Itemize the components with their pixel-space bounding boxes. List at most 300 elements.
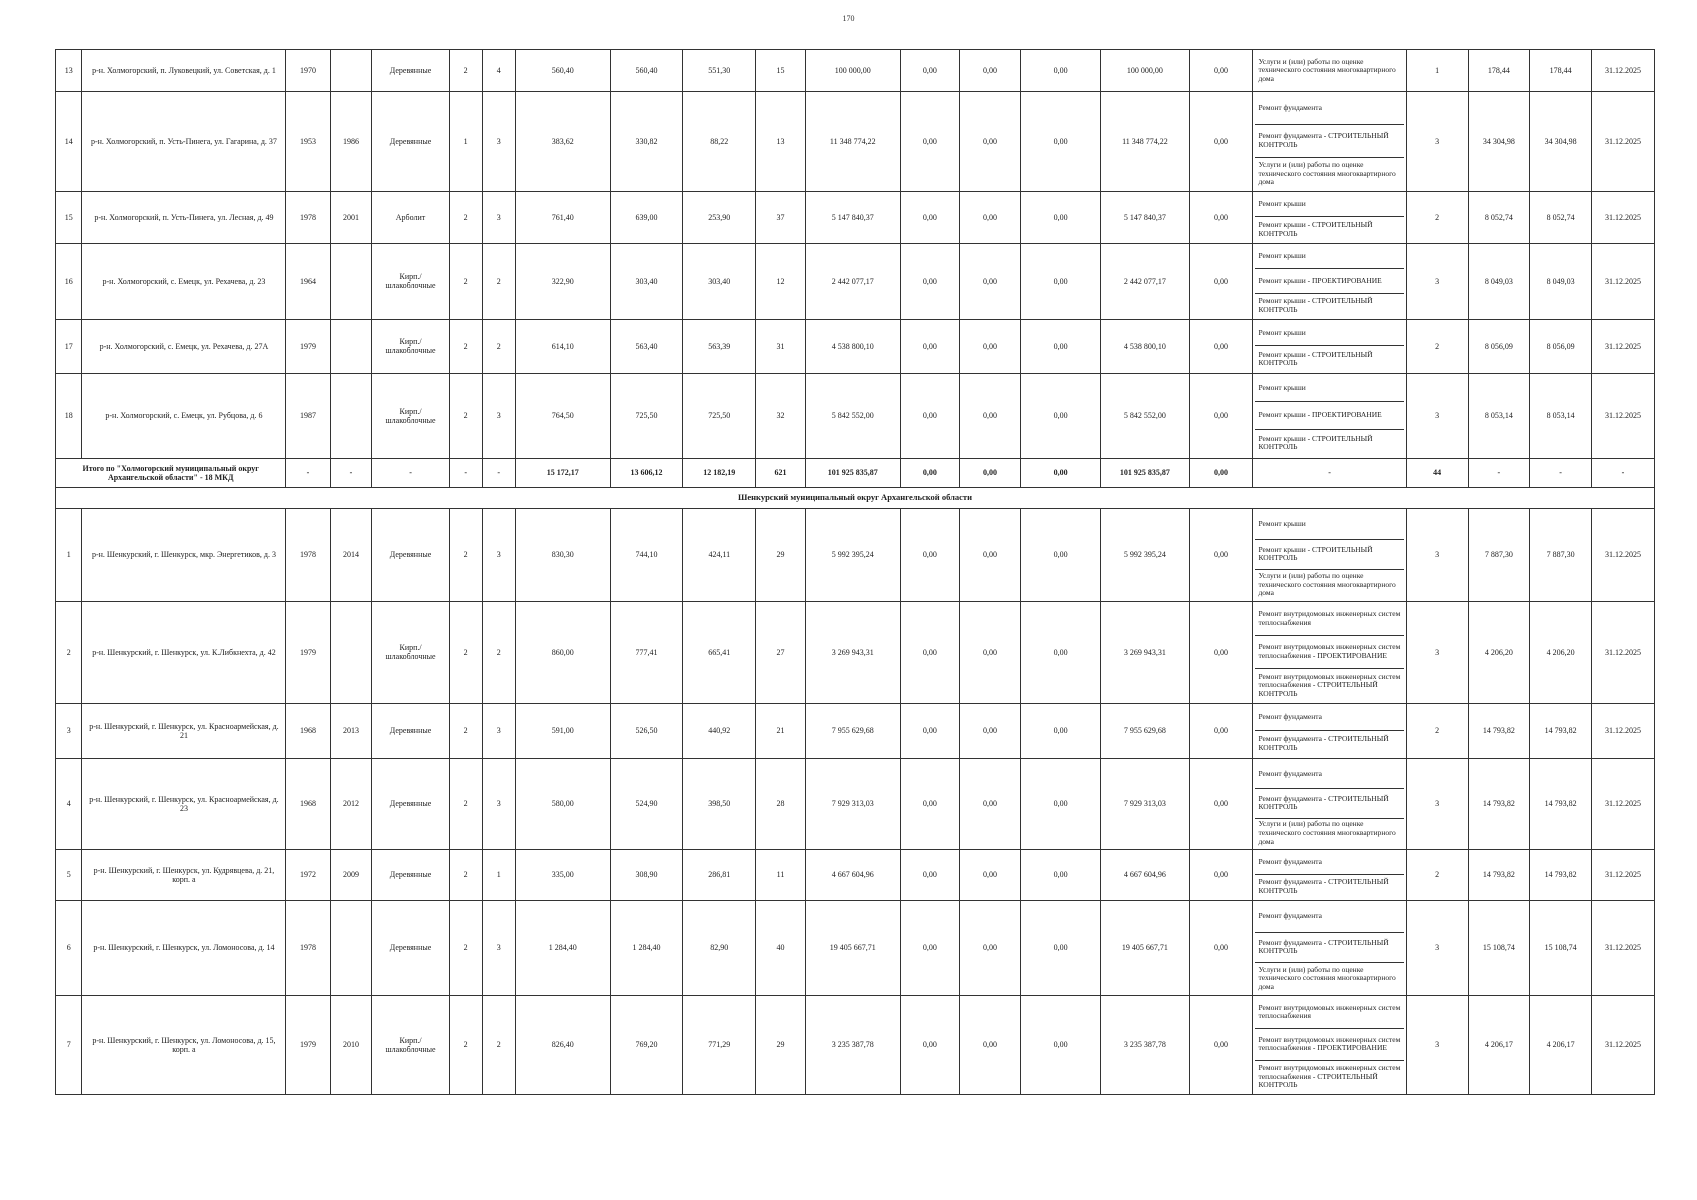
cost-municipal: 0,00: [1020, 243, 1101, 319]
area-total: 764,50: [515, 373, 610, 458]
work-item: Ремонт фундамента - СТРОИТЕЛЬНЫЙ КОНТРОЛЬ: [1258, 877, 1389, 895]
work-item: Ремонт крыши - СТРОИТЕЛЬНЫЙ КОНТРОЛЬ: [1255, 540, 1403, 570]
cost-region: 0,00: [960, 92, 1021, 192]
wall-material: Кирп./ шлакоблочные: [372, 319, 449, 373]
work-item: Услуги и (или) работы по оценке технического состояния многоквартирного дома: [1258, 571, 1396, 598]
works-list: [1253, 191, 1406, 243]
year-built: 1978: [286, 191, 330, 243]
address-cell: р-н. Холмогорский, п. Усть-Пинега, ул. Лесная, д. 49: [82, 191, 286, 243]
table-row: [56, 191, 1655, 243]
cost-total: 7 955 629,68: [805, 703, 900, 758]
unit-cost-limit: 8 053,14: [1530, 373, 1592, 458]
unit-cost-dash: -: [1468, 458, 1530, 487]
table-row: [56, 995, 1655, 1094]
total-area-total: 15 172,17: [515, 458, 610, 487]
area-living: 526,50: [610, 703, 683, 758]
floors-count: 2: [449, 758, 482, 849]
wall-material: Деревянные: [372, 50, 449, 92]
cost-total: 7 929 313,03: [805, 758, 900, 849]
deadline-date: 31.12.2025: [1592, 601, 1655, 703]
row-number: 2: [56, 601, 82, 703]
cost-fund: 0,00: [900, 508, 960, 601]
address-cell: р-н. Шенкурский, г. Шенкурск, ул. Кудрявцева, д. 21, корп. а: [82, 849, 286, 900]
row-number: 1: [56, 508, 82, 601]
unit-cost-limit: 14 793,82: [1530, 849, 1592, 900]
works-list: [1253, 703, 1406, 758]
year-built: 1968: [286, 703, 330, 758]
work-item: Ремонт фундамента: [1255, 851, 1403, 875]
works-list: [1253, 50, 1406, 92]
work-item: Услуги и (или) работы по оценке технического состояния многоквартирного дома: [1258, 819, 1396, 846]
area-total: 614,10: [515, 319, 610, 373]
cost-region: 0,00: [960, 50, 1021, 92]
works-list: [1253, 900, 1406, 995]
cost-fund: 0,00: [900, 995, 960, 1094]
section-title: Шенкурский муниципальный округ Архангельской области: [56, 487, 1655, 508]
cost-fund: 0,00: [900, 243, 960, 319]
cost-municipal: 0,00: [1020, 319, 1101, 373]
table-row: [56, 92, 1655, 192]
area-living: 524,90: [610, 758, 683, 849]
entrances-count: 3: [482, 703, 515, 758]
residents-count: 28: [756, 758, 806, 849]
area-total: 761,40: [515, 191, 610, 243]
cost-fund: 0,00: [900, 849, 960, 900]
work-item: Ремонт крыши: [1255, 193, 1403, 218]
unit-limit-dash: -: [1530, 458, 1592, 487]
wall-material: Деревянные: [372, 508, 449, 601]
work-item: Услуги и (или) работы по оценке технического состояния многоквартирного дома: [1258, 159, 1396, 187]
entrances-count: 2: [482, 319, 515, 373]
cost-region: 0,00: [960, 758, 1021, 849]
area-total: 580,00: [515, 758, 610, 849]
unit-cost: 8 052,74: [1468, 191, 1530, 243]
year-built: 1978: [286, 900, 330, 995]
address-cell: р-н. Холмогорский, с. Емецк, ул. Рубцова, д. 6: [82, 373, 286, 458]
unit-cost: 7 887,30: [1468, 508, 1530, 601]
area-total: 826,40: [515, 995, 610, 1094]
cost-fund: 0,00: [900, 601, 960, 703]
deadline-date: 31.12.2025: [1592, 758, 1655, 849]
entrances-count: 4: [482, 50, 515, 92]
area-residential: 303,40: [683, 243, 756, 319]
floors-count: 2: [449, 995, 482, 1094]
cost-region: 0,00: [960, 319, 1021, 373]
year-last-repair: [330, 243, 372, 319]
total-cost-owners: 101 925 835,87: [1101, 458, 1189, 487]
table-row: [56, 243, 1655, 319]
work-item: Ремонт крыши - ПРОЕКТИРОВАНИЕ: [1255, 269, 1403, 293]
area-living: 330,82: [610, 92, 683, 192]
work-count: 3: [1406, 601, 1468, 703]
wall-material: Деревянные: [372, 92, 449, 192]
work-item: Ремонт фундамента - СТРОИТЕЛЬНЫЙ КОНТРОЛЬ: [1255, 125, 1403, 157]
entrances-count: 3: [482, 92, 515, 192]
year-built: 1968: [286, 758, 330, 849]
floors-count: 2: [449, 703, 482, 758]
cost-fund: 0,00: [900, 50, 960, 92]
area-living: 725,50: [610, 373, 683, 458]
floors-count: 2: [449, 319, 482, 373]
unit-cost-limit: 14 793,82: [1530, 758, 1592, 849]
work-item: Ремонт фундамента: [1255, 902, 1403, 933]
work-count: 3: [1406, 508, 1468, 601]
repair-program-table: [55, 49, 1655, 1095]
work-item: Услуги и (или) работы по оценке технического состояния многоквартирного дома: [1258, 56, 1396, 83]
cost-other: 0,00: [1189, 50, 1253, 92]
entrances-count: 2: [482, 601, 515, 703]
cost-other: 0,00: [1189, 995, 1253, 1094]
unit-cost-limit: 8 052,74: [1530, 191, 1592, 243]
work-count: 3: [1406, 92, 1468, 192]
residents-count: 11: [756, 849, 806, 900]
unit-cost-limit: 4 206,20: [1530, 601, 1592, 703]
residents-count: 12: [756, 243, 806, 319]
year-built: 1972: [286, 849, 330, 900]
area-residential: 665,41: [683, 601, 756, 703]
work-item: Ремонт крыши - СТРОИТЕЛЬНЫЙ КОНТРОЛЬ: [1258, 220, 1373, 238]
unit-cost: 4 206,20: [1468, 601, 1530, 703]
work-item: Ремонт внутридомовых инженерных систем теплоснабжения - СТРОИТЕЛЬНЫЙ КОНТРОЛЬ: [1258, 1062, 1401, 1090]
work-item: Ремонт крыши - ПРОЕКТИРОВАНИЕ: [1255, 402, 1403, 429]
cost-municipal: 0,00: [1020, 601, 1101, 703]
row-number: 18: [56, 373, 82, 458]
year-built: 1979: [286, 995, 330, 1094]
year-last-repair: 2010: [330, 995, 372, 1094]
area-residential: 82,90: [683, 900, 756, 995]
cost-owners: 19 405 667,71: [1101, 900, 1189, 995]
area-residential: 398,50: [683, 758, 756, 849]
wall-material: Деревянные: [372, 849, 449, 900]
deadline-date: 31.12.2025: [1592, 508, 1655, 601]
works-list: [1253, 373, 1406, 458]
address-cell: р-н. Шенкурский, г. Шенкурск, ул. Ломоносова, д. 15, корп. а: [82, 995, 286, 1094]
cost-owners: 11 348 774,22: [1101, 92, 1189, 192]
section-row: [56, 487, 1655, 508]
cost-total: 4 538 800,10: [805, 319, 900, 373]
cost-fund: 0,00: [900, 373, 960, 458]
deadline-date: 31.12.2025: [1592, 50, 1655, 92]
cost-municipal: 0,00: [1020, 508, 1101, 601]
cost-municipal: 0,00: [1020, 373, 1101, 458]
cost-total: 5 992 395,24: [805, 508, 900, 601]
cost-owners: 7 929 313,03: [1101, 758, 1189, 849]
area-residential: 551,30: [683, 50, 756, 92]
cost-total: 5 147 840,37: [805, 191, 900, 243]
year-last-repair: 2014: [330, 508, 372, 601]
work-count: 2: [1406, 849, 1468, 900]
area-living: 639,00: [610, 191, 683, 243]
row-number: 16: [56, 243, 82, 319]
work-count: 2: [1406, 703, 1468, 758]
total-label: Итого по "Холмогорский муниципальный округ Архангельской области" - 18 МКД: [56, 458, 286, 487]
table-row: [56, 900, 1655, 995]
work-item: Ремонт фундамента - СТРОИТЕЛЬНЫЙ КОНТРОЛЬ: [1255, 933, 1403, 964]
table-row: [56, 758, 1655, 849]
cost-municipal: 0,00: [1020, 995, 1101, 1094]
area-living: 744,10: [610, 508, 683, 601]
year-built: 1953: [286, 92, 330, 192]
floors-count: 2: [449, 508, 482, 601]
table-row: [56, 849, 1655, 900]
total-row: [56, 458, 1655, 487]
address-cell: р-н. Холмогорский, п. Луковецкий, ул. Советская, д. 1: [82, 50, 286, 92]
work-item: Ремонт фундамента: [1255, 705, 1403, 731]
area-residential: 725,50: [683, 373, 756, 458]
wall-material: Кирп./ шлакоблочные: [372, 373, 449, 458]
row-number: 13: [56, 50, 82, 92]
cost-other: 0,00: [1189, 900, 1253, 995]
cost-other: 0,00: [1189, 373, 1253, 458]
floors-count: 1: [449, 92, 482, 192]
entrances-count: 3: [482, 508, 515, 601]
row-number: 3: [56, 703, 82, 758]
cost-other: 0,00: [1189, 191, 1253, 243]
table-row: [56, 601, 1655, 703]
cost-municipal: 0,00: [1020, 849, 1101, 900]
work-item: Ремонт крыши: [1255, 510, 1403, 540]
deadline-date: 31.12.2025: [1592, 92, 1655, 192]
deadline-dash: -: [1592, 458, 1655, 487]
unit-cost: 34 304,98: [1468, 92, 1530, 192]
work-item: Ремонт внутридомовых инженерных систем теплоснабжения: [1255, 997, 1403, 1029]
area-residential: 440,92: [683, 703, 756, 758]
deadline-date: 31.12.2025: [1592, 319, 1655, 373]
cost-total: 19 405 667,71: [805, 900, 900, 995]
cost-owners: 4 538 800,10: [1101, 319, 1189, 373]
deadline-date: 31.12.2025: [1592, 849, 1655, 900]
works-list: [1253, 601, 1406, 703]
address-cell: р-н. Шенкурский, г. Шенкурск, ул. Красноармейская, д. 23: [82, 758, 286, 849]
cost-region: 0,00: [960, 191, 1021, 243]
cost-region: 0,00: [960, 849, 1021, 900]
work-count: 2: [1406, 191, 1468, 243]
cost-total: 3 269 943,31: [805, 601, 900, 703]
total-work-count: 44: [1406, 458, 1468, 487]
area-residential: 563,39: [683, 319, 756, 373]
cost-region: 0,00: [960, 995, 1021, 1094]
total-cost-region: 0,00: [960, 458, 1021, 487]
year-built-dash: -: [286, 458, 330, 487]
cost-fund: 0,00: [900, 319, 960, 373]
area-living: 563,40: [610, 319, 683, 373]
cost-municipal: 0,00: [1020, 900, 1101, 995]
cost-municipal: 0,00: [1020, 703, 1101, 758]
residents-count: 27: [756, 601, 806, 703]
work-item: Ремонт фундамента: [1255, 760, 1403, 789]
row-number: 17: [56, 319, 82, 373]
cost-total: 11 348 774,22: [805, 92, 900, 192]
address-cell: р-н. Холмогорский, п. Усть-Пинега, ул. Гагарина, д. 37: [82, 92, 286, 192]
entrances-count: 3: [482, 900, 515, 995]
area-living: 777,41: [610, 601, 683, 703]
work-item: Ремонт крыши: [1255, 321, 1403, 347]
cost-fund: 0,00: [900, 92, 960, 192]
unit-cost-limit: 34 304,98: [1530, 92, 1592, 192]
cost-municipal: 0,00: [1020, 758, 1101, 849]
works-list: [1253, 508, 1406, 601]
work-count: 3: [1406, 900, 1468, 995]
work-count: 3: [1406, 243, 1468, 319]
year-built: 1979: [286, 319, 330, 373]
cost-region: 0,00: [960, 703, 1021, 758]
cost-owners: 5 992 395,24: [1101, 508, 1189, 601]
deadline-date: 31.12.2025: [1592, 373, 1655, 458]
floors-count: 2: [449, 601, 482, 703]
area-total: 383,62: [515, 92, 610, 192]
cost-fund: 0,00: [900, 191, 960, 243]
residents-count: 31: [756, 319, 806, 373]
year-repair-dash: -: [330, 458, 372, 487]
table-row: [56, 319, 1655, 373]
work-count: 3: [1406, 373, 1468, 458]
address-cell: р-н. Холмогорский, с. Емецк, ул. Рехачева, д. 27А: [82, 319, 286, 373]
wall-material: Деревянные: [372, 703, 449, 758]
total-cost-other: 0,00: [1189, 458, 1253, 487]
year-last-repair: 2013: [330, 703, 372, 758]
unit-cost-limit: 14 793,82: [1530, 703, 1592, 758]
entrances-count: 2: [482, 243, 515, 319]
work-item: Ремонт крыши: [1255, 245, 1403, 269]
cost-total: 4 667 604,96: [805, 849, 900, 900]
year-last-repair: 2012: [330, 758, 372, 849]
cost-other: 0,00: [1189, 243, 1253, 319]
area-residential: 253,90: [683, 191, 756, 243]
unit-cost: 14 793,82: [1468, 703, 1530, 758]
year-last-repair: [330, 900, 372, 995]
work-item: Ремонт внутридомовых инженерных систем теплоснабжения - ПРОЕКТИРОВАНИЕ: [1255, 1029, 1403, 1061]
table-row: [56, 50, 1655, 92]
area-total: 860,00: [515, 601, 610, 703]
year-last-repair: [330, 319, 372, 373]
year-built: 1979: [286, 601, 330, 703]
area-total: 335,00: [515, 849, 610, 900]
work-item: Ремонт фундамента - СТРОИТЕЛЬНЫЙ КОНТРОЛЬ: [1258, 734, 1389, 752]
area-total: 560,40: [515, 50, 610, 92]
area-residential: 286,81: [683, 849, 756, 900]
page-number: 170: [842, 14, 855, 23]
wall-material: Деревянные: [372, 900, 449, 995]
cost-owners: 3 269 943,31: [1101, 601, 1189, 703]
cost-total: 5 842 552,00: [805, 373, 900, 458]
unit-cost-limit: 15 108,74: [1530, 900, 1592, 995]
area-living: 308,90: [610, 849, 683, 900]
address-cell: р-н. Шенкурский, г. Шенкурск, мкр. Энергетиков, д. 3: [82, 508, 286, 601]
area-total: 591,00: [515, 703, 610, 758]
floors-count: 2: [449, 243, 482, 319]
area-total: 1 284,40: [515, 900, 610, 995]
material-dash: -: [372, 458, 449, 487]
work-item: Ремонт внутридомовых инженерных систем теплоснабжения - СТРОИТЕЛЬНЫЙ КОНТРОЛЬ: [1258, 671, 1401, 698]
work-item: Ремонт крыши - СТРОИТЕЛЬНЫЙ КОНТРОЛЬ: [1258, 296, 1373, 314]
unit-cost: 15 108,74: [1468, 900, 1530, 995]
wall-material: Кирп./ шлакоблочные: [372, 601, 449, 703]
unit-cost: 14 793,82: [1468, 849, 1530, 900]
cost-owners: 4 667 604,96: [1101, 849, 1189, 900]
works-list: [1253, 995, 1406, 1094]
work-count: 3: [1406, 758, 1468, 849]
cost-owners: 2 442 077,17: [1101, 243, 1189, 319]
deadline-date: 31.12.2025: [1592, 703, 1655, 758]
wall-material: Деревянные: [372, 758, 449, 849]
cost-fund: 0,00: [900, 703, 960, 758]
residents-count: 29: [756, 508, 806, 601]
year-built: 1978: [286, 508, 330, 601]
floors-count: 2: [449, 900, 482, 995]
total-residents-count: 621: [756, 458, 806, 487]
total-cost-total: 101 925 835,87: [805, 458, 900, 487]
cost-owners: 100 000,00: [1101, 50, 1189, 92]
works-list: [1253, 849, 1406, 900]
unit-cost: 178,44: [1468, 50, 1530, 92]
table-row: [56, 373, 1655, 458]
cost-other: 0,00: [1189, 601, 1253, 703]
deadline-date: 31.12.2025: [1592, 900, 1655, 995]
work-item: Ремонт крыши: [1255, 375, 1403, 402]
unit-cost-limit: 7 887,30: [1530, 508, 1592, 601]
area-living: 303,40: [610, 243, 683, 319]
area-residential: 771,29: [683, 995, 756, 1094]
unit-cost-limit: 178,44: [1530, 50, 1592, 92]
row-number: 14: [56, 92, 82, 192]
entrances-count: 1: [482, 849, 515, 900]
entrances-count: 3: [482, 191, 515, 243]
address-cell: р-н. Шенкурский, г. Шенкурск, ул. Ломоносова, д. 14: [82, 900, 286, 995]
works-list: [1253, 319, 1406, 373]
cost-other: 0,00: [1189, 319, 1253, 373]
cost-total: 2 442 077,17: [805, 243, 900, 319]
entrances-count: 3: [482, 758, 515, 849]
row-number: 5: [56, 849, 82, 900]
floors-dash: -: [449, 458, 482, 487]
unit-cost: 8 056,09: [1468, 319, 1530, 373]
cost-region: 0,00: [960, 243, 1021, 319]
wall-material: Арболит: [372, 191, 449, 243]
work-item: Ремонт фундамента: [1255, 93, 1403, 125]
entrances-dash: -: [482, 458, 515, 487]
unit-cost: 8 049,03: [1468, 243, 1530, 319]
works-list: [1253, 243, 1406, 319]
floors-count: 2: [449, 191, 482, 243]
work-item: Ремонт внутридомовых инженерных систем теплоснабжения - ПРОЕКТИРОВАНИЕ: [1255, 636, 1403, 669]
table-row: [56, 508, 1655, 601]
works-dash: -: [1253, 458, 1406, 487]
cost-region: 0,00: [960, 373, 1021, 458]
year-built: 1987: [286, 373, 330, 458]
area-living: 560,40: [610, 50, 683, 92]
cost-owners: 7 955 629,68: [1101, 703, 1189, 758]
work-item: Ремонт крыши - СТРОИТЕЛЬНЫЙ КОНТРОЛЬ: [1258, 433, 1373, 452]
cost-fund: 0,00: [900, 900, 960, 995]
total-area-living: 13 606,12: [610, 458, 683, 487]
cost-region: 0,00: [960, 900, 1021, 995]
total-cost-municipal: 0,00: [1020, 458, 1101, 487]
area-living: 769,20: [610, 995, 683, 1094]
residents-count: 32: [756, 373, 806, 458]
total-cost-fund: 0,00: [900, 458, 960, 487]
cost-total: 100 000,00: [805, 50, 900, 92]
deadline-date: 31.12.2025: [1592, 995, 1655, 1094]
residents-count: 15: [756, 50, 806, 92]
year-last-repair: 2001: [330, 191, 372, 243]
year-last-repair: [330, 601, 372, 703]
cost-total: 3 235 387,78: [805, 995, 900, 1094]
deadline-date: 31.12.2025: [1592, 243, 1655, 319]
residents-count: 40: [756, 900, 806, 995]
floors-count: 2: [449, 849, 482, 900]
year-built: 1964: [286, 243, 330, 319]
unit-cost-limit: 8 056,09: [1530, 319, 1592, 373]
